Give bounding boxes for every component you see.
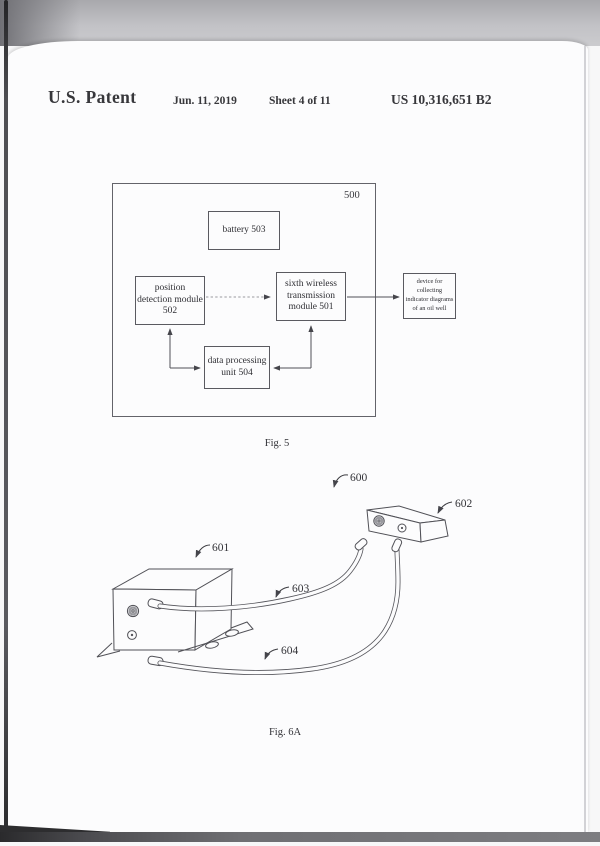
scanner-top-band bbox=[0, 0, 600, 46]
fig6a-ref-603: 603 bbox=[292, 583, 310, 595]
page-right-edge bbox=[584, 46, 586, 832]
patent-header-title: U.S. Patent bbox=[48, 87, 137, 107]
fig5-box-wireless-transmission: sixth wireless transmission module 501 bbox=[276, 272, 346, 321]
scanner-bottom-band bbox=[0, 832, 600, 842]
fig5-box-collecting-device: device for collecting indicator diagrams of an oil well bbox=[403, 273, 456, 319]
fig5-caption: Fig. 5 bbox=[264, 438, 290, 449]
book-spine-crease bbox=[4, 0, 8, 833]
fig6a-ref-600: 600 bbox=[350, 472, 368, 484]
fig6a-ref-602: 602 bbox=[455, 498, 473, 510]
fig5-box-position-detection: position detection module 502 bbox=[135, 276, 205, 325]
paper-sheet bbox=[8, 41, 588, 833]
fig6a-ref-604: 604 bbox=[281, 645, 299, 657]
fig5-box-battery: battery 503 bbox=[208, 211, 280, 250]
fig6a-ref-601: 601 bbox=[212, 542, 230, 554]
fig6a-caption: Fig. 6A bbox=[268, 727, 302, 738]
fig5-box-data-processing: data processing unit 504 bbox=[204, 346, 270, 389]
fig5-ref-500: 500 bbox=[344, 190, 360, 201]
patent-header-number: US 10,316,651 B2 bbox=[391, 92, 492, 107]
patent-header-date: Jun. 11, 2019 bbox=[173, 95, 237, 107]
patent-header-sheet: Sheet 4 of 11 bbox=[269, 95, 331, 107]
